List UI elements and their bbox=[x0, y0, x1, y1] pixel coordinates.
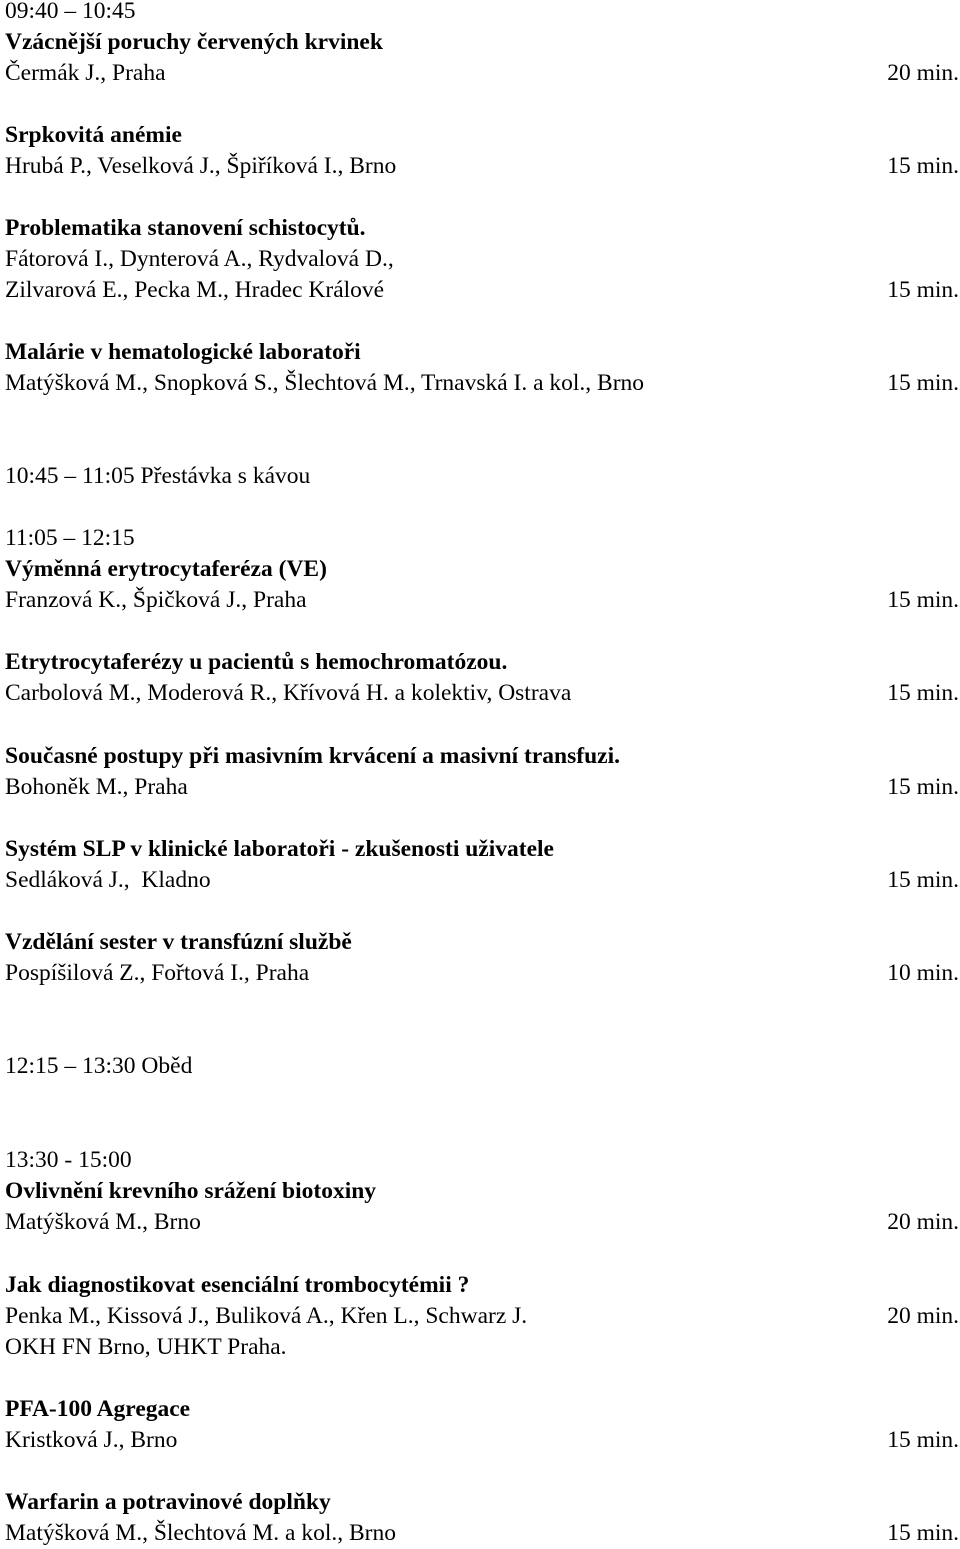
session-time-3: 13:30 - 15:00 bbox=[5, 1147, 132, 1173]
talk-title: Výměnná erytrocytaferéza (VE) bbox=[5, 556, 327, 582]
talk-title: Warfarin a potravinové doplňky bbox=[5, 1489, 331, 1515]
talk-duration: 15 min. bbox=[887, 587, 959, 613]
talk-authors-text: Pospíšilová Z., Fořtová I., Praha bbox=[5, 960, 310, 986]
session-time-1: 09:40 – 10:45 bbox=[5, 0, 136, 24]
talk-title: PFA-100 Agregace bbox=[5, 1396, 191, 1422]
talk-authors-text: Zilvarová E., Pecka M., Hradec Králové bbox=[5, 277, 385, 303]
talk-authors-text: Bohoněk M., Praha bbox=[5, 774, 188, 800]
talk-duration: 20 min. bbox=[887, 1209, 959, 1235]
talk-duration: 15 min. bbox=[887, 1427, 959, 1453]
talk-duration: 15 min. bbox=[887, 774, 959, 800]
talk-title: Současné postupy při masivním krvácení a masivní transfuzi. bbox=[5, 743, 620, 769]
talk-authors-text: Sedláková J., Kladno bbox=[5, 867, 211, 893]
talk-authors-text: Carbolová M., Moderová R., Křívová H. a kolektiv, Ostrava bbox=[5, 680, 572, 706]
talk-duration: 20 min. bbox=[887, 1303, 959, 1329]
talk-authors-text: Matýšková M., Šlechtová M. a kol., Brno bbox=[5, 1520, 396, 1546]
talk-authors bbox=[5, 678, 960, 709]
coffee-break: 10:45 – 11:05 Přestávka s kávou bbox=[5, 463, 311, 489]
talk-title: Etrytrocytaferézy u pacientů s hemochromatózou. bbox=[5, 649, 508, 675]
talk-authors: Fátorová I., Dynterová A., Rydvalová D., bbox=[5, 246, 394, 272]
talk-authors-text: Čermák J., Praha bbox=[5, 60, 166, 86]
talk-authors bbox=[5, 865, 960, 896]
talk-authors bbox=[5, 1518, 960, 1549]
talk-authors bbox=[5, 1301, 960, 1332]
talk-authors-text: Hrubá P., Veselková J., Špiříková I., Brno bbox=[5, 153, 397, 179]
talk-authors bbox=[5, 1207, 960, 1238]
talk-title: Systém SLP v klinické laboratoři - zkušenosti uživatele bbox=[5, 836, 554, 862]
talk-authors bbox=[5, 958, 960, 989]
talk-authors-text: Penka M., Kissová J., Buliková A., Křen L., Schwarz J. bbox=[5, 1303, 528, 1329]
talk-title: Problematika stanovení schistocytů. bbox=[5, 215, 366, 241]
session-time-2: 11:05 – 12:15 bbox=[5, 525, 135, 551]
talk-authors bbox=[5, 772, 960, 803]
talk-duration: 20 min. bbox=[887, 60, 959, 86]
talk-title: Vzácnější poruchy červených krvinek bbox=[5, 29, 383, 55]
talk-authors bbox=[5, 275, 960, 306]
talk-authors bbox=[5, 58, 960, 89]
talk-authors-text: Matýšková M., Snopková S., Šlechtová M., Trnavská I. a kol., Brno bbox=[5, 370, 645, 396]
talk-authors bbox=[5, 585, 960, 616]
talk-authors-text: Kristková J., Brno bbox=[5, 1427, 178, 1453]
talk-title: Ovlivnění krevního srážení biotoxiny bbox=[5, 1178, 377, 1204]
talk-duration: 15 min. bbox=[887, 277, 959, 303]
talk-title: Jak diagnostikovat esenciální trombocytémii ? bbox=[5, 1272, 470, 1298]
talk-title: Malárie v hematologické laboratoři bbox=[5, 339, 361, 365]
talk-authors: OKH FN Brno, UHKT Praha. bbox=[5, 1334, 287, 1360]
talk-duration: 10 min. bbox=[887, 960, 959, 986]
talk-title: Vzdělání sester v transfúzní službě bbox=[5, 929, 352, 955]
talk-duration: 15 min. bbox=[887, 153, 959, 179]
lunch-break: 12:15 – 13:30 Oběd bbox=[5, 1053, 193, 1079]
talk-duration: 15 min. bbox=[887, 1520, 959, 1546]
talk-duration: 15 min. bbox=[887, 370, 959, 396]
talk-authors bbox=[5, 1425, 960, 1456]
talk-duration: 15 min. bbox=[887, 867, 959, 893]
talk-authors-text: Franzová K., Špičková J., Praha bbox=[5, 587, 307, 613]
talk-authors bbox=[5, 151, 960, 182]
talk-authors bbox=[5, 368, 960, 399]
talk-title: Srpkovitá anémie bbox=[5, 122, 182, 148]
talk-authors-text: Matýšková M., Brno bbox=[5, 1209, 201, 1235]
talk-duration: 15 min. bbox=[887, 680, 959, 706]
